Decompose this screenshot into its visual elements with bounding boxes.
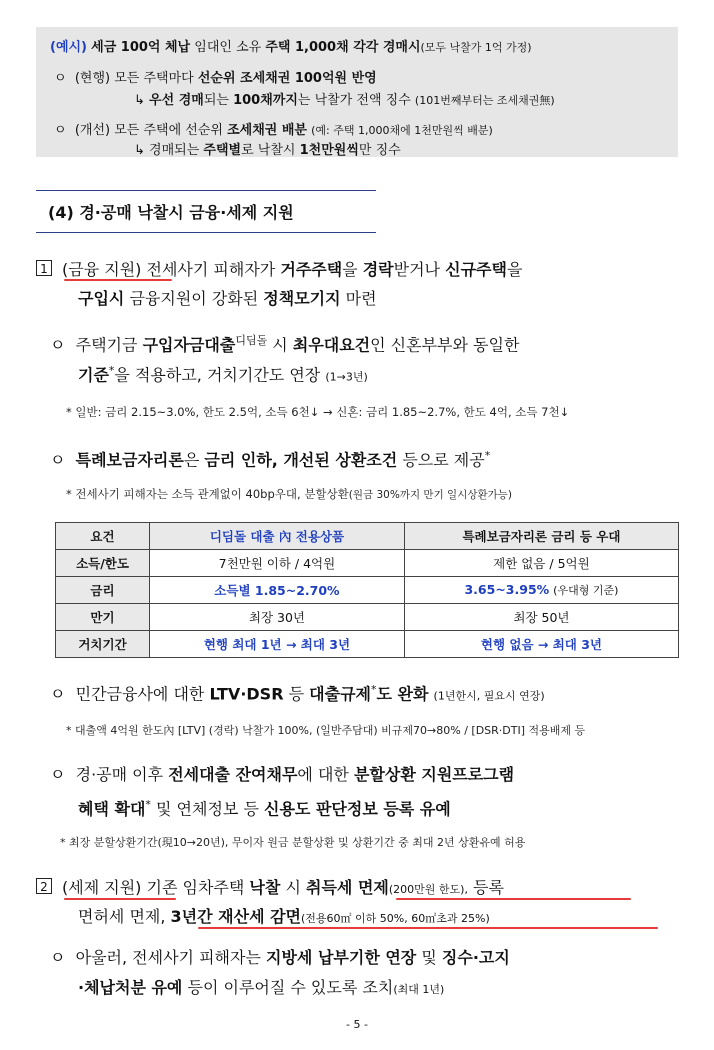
section-heading xyxy=(36,190,376,233)
note3: * 대출액 4억원 한도內 [LTV] (경락) 낙찰가 100%, (일반주담대) 비규제70→80% / [DSR·DTI] 적용배제 등 xyxy=(66,724,586,737)
table-row: 만기 최장 30년 최장 50년 xyxy=(56,604,679,631)
item2-property-underline xyxy=(198,927,658,929)
bullet1-line1: ㅇ 주택기금 구입자금대출$^{디딤돌}$ 시 최우대요건인 신혼부부와 동일한 xyxy=(50,334,520,355)
bullet1-line2: 기준*을 적용하고, 거치기간도 연장 (1→3년) xyxy=(78,364,368,385)
table-row: 금리 소득별 1.85~2.70% 3.65~3.95% (우대형 기준) xyxy=(56,577,679,604)
note2: * 전세사기 피해자는 소득 관계없이 40bp우대, 분할상환(원금 30%까지 만기 일시상환가능) xyxy=(66,487,513,501)
table-header: 요건 xyxy=(56,523,150,550)
bullet5-line2: ·체납처분 유예 등이 이루어질 수 있도록 조치(최대 1년) xyxy=(78,978,445,997)
page-number: - 5 - xyxy=(346,1018,368,1031)
item2-number: 2 xyxy=(36,878,52,894)
section-title: (4) 경·공매 낙찰시 금융·세제 지원 xyxy=(48,203,294,222)
example-line-2: ㅇ (현행) 모든 주택마다 선순위 조세채권 100억원 반영 xyxy=(54,71,377,86)
bullet4-line2: 혜택 확대* 및 연체정보 등 신용도 판단정보 등록 유예 xyxy=(78,798,451,819)
item1-line2: 구입시 금융지원이 강화된 정책모기지 마련 xyxy=(78,289,377,308)
example-line-3: ↳ 우선 경매되는 100채까지는 낙찰가 전액 징수 (101번째부터는 조세채권無) xyxy=(134,93,555,108)
item2-line2: 면허세 면제, 3년간 재산세 감면(전용60㎡ 이하 50%, 60㎡초과 25%) xyxy=(78,907,490,926)
note1: * 일반: 금리 2.15~3.0%, 한도 2.5억, 소득 6천↓ → 신혼: 금리 1.85~2.7%, 한도 4억, 소득 7천↓ xyxy=(66,405,570,419)
table-row: 거치기간 현행 최대 1년 → 최대 3년 현행 없음 → 최대 3년 xyxy=(56,631,679,658)
table-header: 특례보금자리론 금리 등 우대 xyxy=(404,523,678,550)
bullet2-line: ㅇ 특례보금자리론은 금리 인하, 개선된 상환조건 등으로 제공* xyxy=(50,449,491,470)
table-header: 디딤돌 대출 內 전용상품 xyxy=(150,523,405,550)
example-line-5: ↳ 경매되는 주택별로 낙찰시 1천만원씩만 징수 xyxy=(134,143,401,158)
item2-tag-underline xyxy=(64,898,176,900)
item1-line1: 1 (금융 지원) 전세사기 피해자가 거주주택을 경락받거나 신규주택을 xyxy=(36,255,522,285)
item2-line1: 2 (세제 지원) 기존 임차주택 낙찰 시 취득세 면제(200만원 한도), 등록 xyxy=(36,873,504,905)
example-line-4: ㅇ (개선) 모든 주택에 선순위 조세채권 배분 (예: 주택 1,000채에 1천만원씩 배분) xyxy=(54,123,493,138)
example-line-1: (예시) 세금 100억 체납 임대인 소유 주택 1,000채 각각 경매시(모두 낙찰가 1억 가정) xyxy=(50,40,532,55)
item2-tag: (세제 지원) xyxy=(62,878,142,897)
example-box xyxy=(36,27,678,157)
comparison-table xyxy=(55,522,679,658)
item1-number: 1 xyxy=(36,260,52,276)
item1-tag: (금융 지원) xyxy=(62,260,142,279)
note4: * 최장 분할상환기간(現10→20년), 무이자 원금 분할상환 및 상환기간 중 최대 2년 상환유예 허용 xyxy=(60,836,526,849)
bullet4-line1: ㅇ 경·공매 이후 전세대출 잔여채무에 대한 분할상환 지원프로그램 xyxy=(50,765,515,784)
item1-tag-underline xyxy=(64,279,172,281)
table-header-row xyxy=(56,523,679,550)
bullet3-line: ㅇ 민간금융사에 대한 LTV·DSR 등 대출규제*도 완화 (1년한시, 필요시 연장) xyxy=(50,683,545,704)
bullet5-line1: ㅇ 아울러, 전세사기 피해자는 지방세 납부기한 연장 및 징수·고지 xyxy=(50,948,510,967)
item2-tax-underline xyxy=(396,898,631,900)
table-row: 소득/한도 7천만원 이하 / 4억원 제한 없음 / 5억원 xyxy=(56,550,679,577)
